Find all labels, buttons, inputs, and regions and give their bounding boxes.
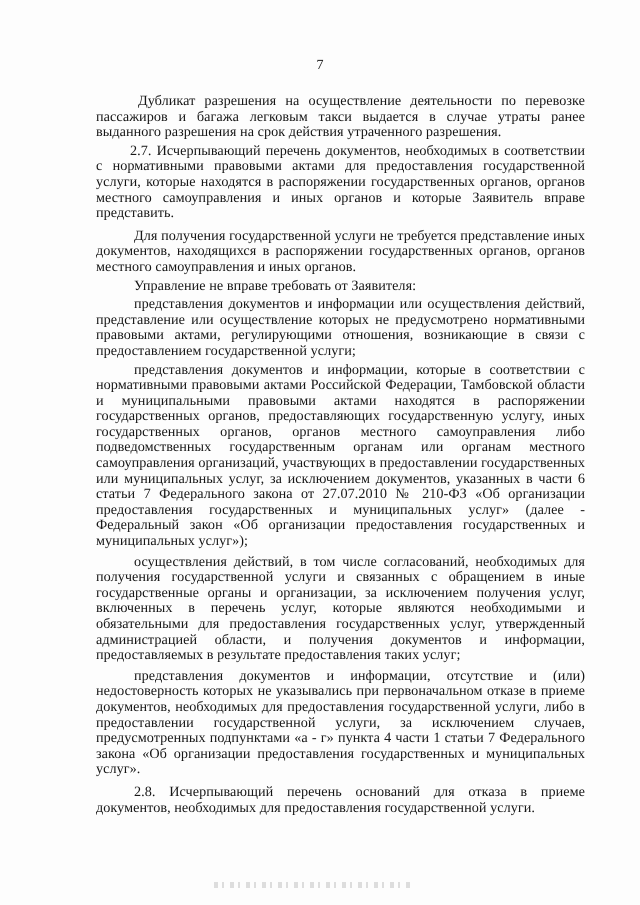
paragraph-restriction-item-1: представления документов и информации или осуществления действий, представление или осуществление которых не предусмотрено нормативными правовыми актами, регулирующими отношения, возникающие в связи с предоставлением государственной услуги;	[96, 296, 585, 359]
paragraph-2-7-heading: 2.7. Исчерпывающий перечень документов, необходимых в соответствии с нормативными правовыми актами для предоставления государственной услуги, которые находятся в распоряжении государственных органов, органов местного самоуправления и иных органов и которые Заявитель вправе представить.	[96, 142, 585, 222]
paragraph-restriction-item-2: представления документов и информации, которые в соответствии с нормативными правовыми актами Российской Федерации, Тамбовской области и муниципальными правовыми актами находятся в распоряжении государственных органов, предоставляющих государственную услугу, иных государственных органов, органов местного самоуправления либо подведомственных государственным органам или органам местного самоуправления организаций, участвующих в предоставлении государственных или муниципальных услуг, за исключением документов, указанных в части 6 статьи 7 Федерального закона от 27.07.2010 № 210-ФЗ «Об организации предоставления государственных и муниципальных услуг» (далее - Федеральный закон «Об организации предоставления государственных и муниципальных услуг»);	[96, 361, 585, 550]
paragraph-restriction-item-4: представления документов и информации, отсутствие и (или) недостоверность которых не указывались при первоначальном отказе в приеме документов, необходимых для предоставления государственной услуги, либо в предоставлении государственной услуги, за исключением случаев, предусмотренных подпунктами «а - г» пункта 4 части 1 статьи 7 Федерального закона «Об организации предоставления государственных и муниципальных услуг».	[96, 667, 585, 778]
paragraph-no-other-documents: Для получения государственной услуги не требуется представление иных документов, находящихся в распоряжении государственных органов, органов местного самоуправления и иных органов.	[96, 227, 585, 275]
page-number: 7	[316, 58, 324, 73]
paragraph-duplicate-permit: Дубликат разрешения на осуществление деятельности по перевозке пассажиров и багажа легковым такси выдается в случае утраты ранее выданного разрешения на срок действия утраченного разрешения.	[96, 93, 585, 141]
paragraph-restriction-item-3: осуществления действий, в том числе согласований, необходимых для получения государственной услуги и связанных с обращением в иные государственные органы и организации, за исключением получения услуг, включенных в перечень услуг, которые являются необходимыми и обязательными для предоставления государственных услуг, утвержденный администрацией области, и получения документов и информации, предоставляемых в результате предоставления таких услуг;	[96, 553, 585, 664]
paragraph-2-8-heading: 2.8. Исчерпывающий перечень оснований для отказа в приеме документов, необходимых для предоставления государственной услуги.	[96, 783, 585, 816]
paragraph-management-restriction: Управление не вправе требовать от Заявителя:	[134, 277, 417, 294]
document-body	[96, 94, 585, 817]
scan-footer-marks	[214, 882, 414, 888]
